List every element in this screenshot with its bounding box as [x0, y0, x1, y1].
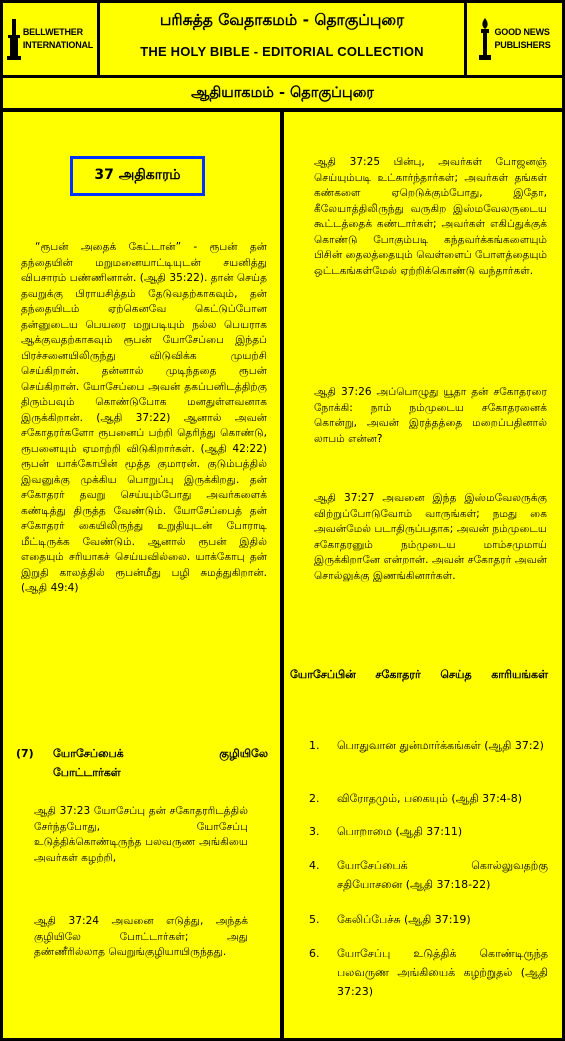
header-title-tamil: பரிசுத்த வேதாகமம் - தொகுப்புரை	[159, 11, 405, 29]
right-logo-line-2: PUBLISHERS	[494, 40, 551, 50]
verse-37-26: ஆதி 37:26 அப்பொழுது யூதா தன் சகோதரரை நோக்கி: நாம் நம்முடைய சகோதரனைக் கொன்று, அவன் இரத்தத்தை மறைப்பதினால் லாபம் என்ன?	[314, 386, 547, 445]
right-logo-line-1: GOOD NEWS	[494, 27, 550, 37]
book-title: ஆதியாகமம் - தொகுப்புரை	[3, 78, 562, 108]
publisher-logo-right	[467, 3, 562, 75]
section-title-line-1: யோசேப்பைக் குழியிலே	[53, 747, 268, 760]
left-logo-line-1: BELLWETHER	[22, 27, 83, 37]
publisher-logo-left	[3, 3, 97, 75]
verse-37-24: ஆதி 37:24 அவனை எடுத்து, அந்தக் குழியிலே போட்டார்கள்; அது தண்ணீரில்லாத வெறுங்குழியாயிருந்தது.	[34, 915, 248, 958]
section-number: (7)	[16, 747, 34, 760]
verse-37-25: ஆதி 37:25 பின்பு, அவர்கள் போஜனஞ் செய்யும்படி உட்கார்ந்தார்கள்; அவர்கள் தங்கள் கண்களை ஏறெடுக்கும்போது, இதோ, கீலேயாத்திலிருந்து வருகிற இஸ்மவேலருடைய கூட்டத்தைக் கண்டார்கள்; அவர்கள் எகிப்துக்குக் கொண்டு போகும்படி கந்தவர்க்கங்களையும் பிசின் தைலத்தையும் வெள்ளைப் போளத்தையும் ஒட்டகங்கள்மேல் ஏற்றிக்கொண்டு வந்தார்கள்.	[314, 156, 547, 277]
lamb-icon	[7, 17, 21, 61]
list-heading: யோசேப்பின் சகோதரர் செய்த காரியங்கள்	[290, 668, 548, 681]
section-title-line-2: போட்டார்கள்	[53, 766, 121, 779]
verse-37-23: ஆதி 37:23 யோசேப்பு தன் சகோதரரிடத்தில் சேர்ந்தபோது, யோசேப்பு உடுத்திக்கொண்டிருந்த பலவருண அங்கியை அவர்கள் கழற்றி,	[34, 805, 248, 864]
left-logo-line-2: INTERNATIONAL	[22, 40, 94, 50]
header-title-box	[100, 3, 464, 75]
verse-37-27: ஆதி 37:27 அவனை இந்த இஸ்மவேலருக்கு விற்றுப்போடுவோம் வாருங்கள்; நமது கை அவன்மேல் படாதிருப்பதாக; அவன் நம்முடைய சகோதரனும் நம்முடைய மாம்சமுமாய் இருக்கிறானே என்றான். அவன் சகோதரர் அவன் சொல்லுக்கு இணங்கினார்கள்.	[314, 492, 547, 582]
intro-paragraph: “ரூபன் அதைக் கேட்டான்” - ரூபன் தன் தந்தையின் மறுமனையாட்டியுடன் சயனித்து விபசாரம் பண்ணினான். (ஆதி 35:22). தான் செய்த தவறுக்கு பிராயசித்தம் தேடுவதற்காகவும், தன் தந்தையிடம் ஏற்கெனவே கெட்டுப்போன தன்னுடைய பெயரை மறுபடியும் நல்ல பெயராக ஆக்குவதற்காகவும் ரூபன் யோசேப்பை இந்தப் பிரச்சனையிலிருந்து விடுவிக்க முயற்சி செய்கிறான். தன்னால் முடிந்ததை ரூபன் செய்கிறான். யோசேப்பை அவன் தகப்பனிடத்திற்கு திரும்பவும் கொண்டுபோக மனதுள்ளவனாக இருக்கிறான். (ஆதி 37:22) ஆனால் அவன் சகோதரர்களோ ரூபனைப் பற்றி தெரிந்து கொண்டு, ரூபனையும் ஏமாற்றி விடுகிறார்கள். (ஆதி 42:22) ரூபன் யாக்கோபின் மூத்த குமாரன். குடும்பத்தில் இவனுக்கு முக்கிய பொறுப்பு இருக்கிறது. தன் சகோதரர் தவறு செய்யும்போது அவர்களைக் கண்டித்து திருத்த வேண்டும். யோசேப்பைத் தன் சகோதரர் கையிலிருந்து உறுதியுடன் போராடி மீட்டிருக்க வேண்டும். ஆனால் ரூபன் இதில் எதையும் சரியாகச் செய்யவில்லை. யாக்கோபு தன் இறுதி காலத்தில் ரூபன்மீது பழி சுமத்துகிறான். (ஆதி 49:4)	[21, 241, 267, 594]
chapter-label: 37 அதிகாரம்	[70, 156, 205, 196]
torch-icon	[478, 17, 492, 61]
header-title-english: THE HOLY BIBLE - EDITORIAL COLLECTION	[140, 44, 424, 59]
